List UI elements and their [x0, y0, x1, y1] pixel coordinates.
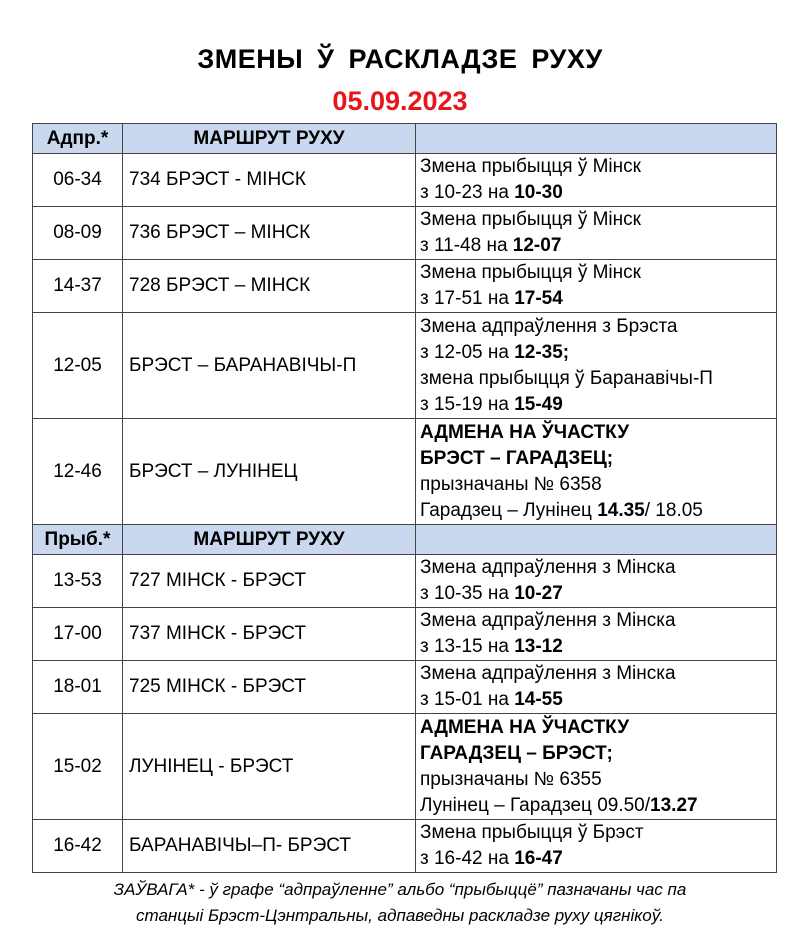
note-text: з 17-51 на: [420, 288, 515, 309]
note-line: Змена прыбыцця ў Мінск: [420, 209, 641, 230]
time-cell: 16-42: [33, 820, 123, 873]
page-date: 05.09.2023: [332, 86, 468, 116]
new-time: 14-55: [514, 689, 563, 710]
new-time: 14.35: [597, 499, 645, 521]
note-text: з 13-15 на: [420, 636, 515, 657]
route-column-header: МАРШРУТ РУХУ: [123, 124, 416, 154]
table-row: [33, 207, 777, 260]
note-line: Змена прыбыцця ў Мінск: [420, 156, 641, 177]
change-note: [416, 555, 777, 608]
route-cell: 725 МІНСК - БРЭСТ: [123, 661, 416, 714]
time-cell: 06-34: [33, 154, 123, 207]
note-text: Гарадзец – Лунінец: [420, 499, 598, 521]
note-text: з 10-23 на: [420, 182, 515, 203]
change-note: [416, 313, 777, 419]
route-cell: 728 БРЭСТ – МІНСК: [123, 260, 416, 313]
route-cell: 737 МІНСК - БРЭСТ: [123, 608, 416, 661]
note-text: з 15-01 на: [420, 689, 515, 710]
note-text: з 15-19 на: [420, 393, 515, 415]
note-text: з 12-05 на: [420, 341, 515, 363]
time-cell: 18-01: [33, 661, 123, 714]
cancellation-heading: АДМЕНА НА ЎЧАСТКУ: [420, 421, 630, 443]
table-row: [33, 555, 777, 608]
footnote-line: станцыі Брэст-Цэнтральны, адпаведны раскладзе руху цягнікоў.: [136, 906, 664, 925]
new-time: 16-47: [514, 848, 563, 869]
note-text: з 10-35 на: [420, 583, 515, 604]
time-cell: 15-02: [33, 714, 123, 820]
table-row: [33, 820, 777, 873]
route-cell: БРЭСТ – ЛУНІНЕЦ: [123, 419, 416, 525]
note-line: Змена прыбыцця ў Брэст: [420, 822, 644, 843]
page-title: ЗМЕНЫ Ў РАСКЛАДЗЕ РУХУ: [197, 44, 603, 74]
time-cell: 08-09: [33, 207, 123, 260]
arrival-column-header: Прыб.*: [33, 525, 123, 555]
cancelled-section: ГАРАДЗЕЦ – БРЭСТ;: [420, 742, 613, 764]
route-cell: 736 БРЭСТ – МІНСК: [123, 207, 416, 260]
route-cell: 734 БРЭСТ - МІНСК: [123, 154, 416, 207]
time-cell: 17-00: [33, 608, 123, 661]
new-time: 17-54: [514, 288, 563, 309]
notes-column-header: [416, 124, 777, 154]
note-line: Змена адпраўлення з Брэста: [420, 315, 678, 337]
note-line: Змена адпраўлення з Мінска: [420, 610, 676, 631]
footnote-line: ЗАЎВАГА* - ў графе “адпраўленне” альбо “прыбыццё” пазначаны час па: [113, 880, 687, 899]
table-row: [33, 608, 777, 661]
arrivals-header-row: [33, 525, 777, 555]
notes-column-header: [416, 525, 777, 555]
schedule-table: [32, 123, 777, 873]
change-note: [416, 207, 777, 260]
time-cell: 12-05: [33, 313, 123, 419]
note-text: Лунінец – Гарадзец 09.50/: [420, 794, 651, 816]
new-time: 10-30: [514, 182, 563, 203]
route-cell: 727 МІНСК - БРЭСТ: [123, 555, 416, 608]
route-column-header: МАРШРУТ РУХУ: [123, 525, 416, 555]
new-time: 13-12: [514, 636, 563, 657]
change-note: [416, 260, 777, 313]
departure-column-header: Адпр.*: [33, 124, 123, 154]
note-line: прызначаны № 6355: [420, 768, 602, 790]
cancellation-heading: АДМЕНА НА ЎЧАСТКУ: [420, 716, 630, 738]
table-row: [33, 154, 777, 207]
route-cell: БРЭСТ – БАРАНАВІЧЫ-П: [123, 313, 416, 419]
table-row: [33, 714, 777, 820]
table-row: [33, 419, 777, 525]
cancelled-section: БРЭСТ – ГАРАДЗЕЦ;: [420, 447, 614, 469]
note-line: Змена адпраўлення з Мінска: [420, 557, 676, 578]
new-time: 12-35;: [514, 341, 570, 363]
cancellation-note: [416, 419, 777, 525]
note-text: з 16-42 на: [420, 848, 515, 869]
note-line: Змена прыбыцця ў Мінск: [420, 262, 641, 283]
time-cell: 13-53: [33, 555, 123, 608]
time-cell: 12-46: [33, 419, 123, 525]
note-text: з 11-48 на: [420, 235, 513, 256]
table-row: [33, 313, 777, 419]
note-text: / 18.05: [644, 499, 703, 521]
new-time: 10-27: [514, 583, 563, 604]
new-time: 13.27: [650, 794, 698, 816]
change-note: [416, 820, 777, 873]
new-time: 12-07: [512, 235, 562, 256]
footnote: [30, 877, 770, 929]
time-cell: 14-37: [33, 260, 123, 313]
change-note: [416, 608, 777, 661]
table-row: [33, 260, 777, 313]
departures-header-row: [33, 124, 777, 154]
route-cell: БАРАНАВІЧЫ–П- БРЭСТ: [123, 820, 416, 873]
note-line: прызначаны № 6358: [420, 473, 602, 495]
route-cell: ЛУНІНЕЦ - БРЭСТ: [123, 714, 416, 820]
note-line: Змена адпраўлення з Мінска: [420, 663, 676, 684]
change-note: [416, 154, 777, 207]
note-line: змена прыбыцця ў Баранавічы-П: [420, 367, 713, 389]
cancellation-note: [416, 714, 777, 820]
table-row: [33, 661, 777, 714]
new-time: 15-49: [514, 393, 563, 415]
change-note: [416, 661, 777, 714]
